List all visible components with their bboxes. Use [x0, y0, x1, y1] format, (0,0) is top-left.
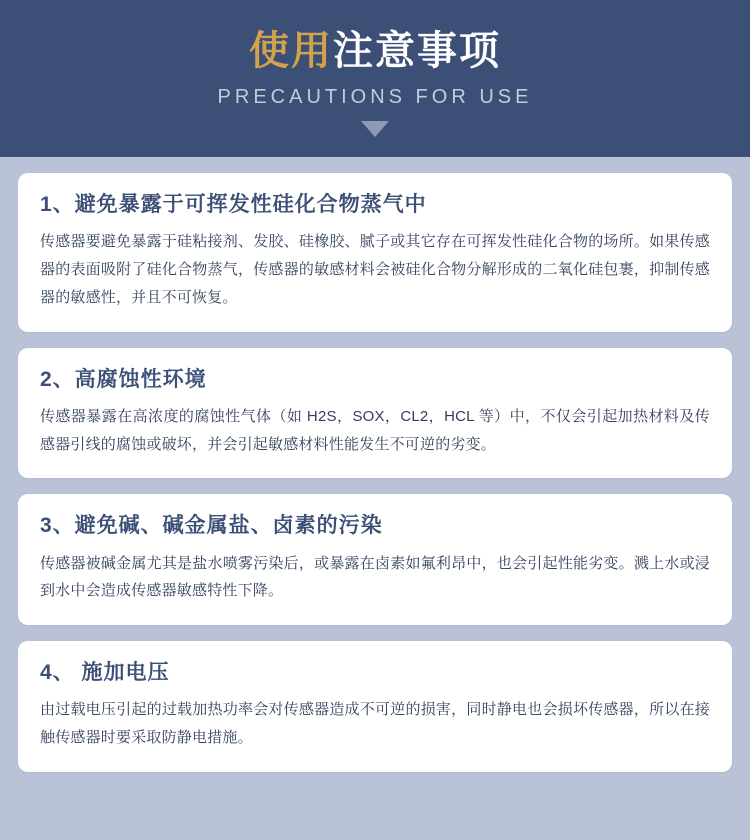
- precaution-card: [18, 494, 732, 625]
- precaution-title: 2、高腐蚀性环境: [40, 367, 207, 391]
- page-title: [0, 26, 750, 76]
- triangle-down-icon: [361, 121, 389, 137]
- precaution-body: 由过载电压引起的过载加热功率会对传感器造成不可逆的损害，同时静电也会损坏传感器，所以在接触传感器时要采取防静电措施。: [40, 701, 710, 747]
- precaution-title: 1、避免暴露于可挥发性硅化合物蒸气中: [40, 193, 427, 216]
- precaution-card-list: [0, 157, 750, 798]
- page-title-plain: 注意事项: [333, 29, 501, 73]
- page-subtitle: PRECAUTIONS FOR USE: [217, 86, 533, 108]
- precaution-title: 3、避免碱、碱金属盐、卤素的污染: [40, 514, 383, 538]
- page-title-accent: 使用: [249, 29, 333, 73]
- precaution-title: 4、 施加电压: [40, 661, 170, 685]
- precaution-card: [18, 348, 732, 479]
- precaution-card: [18, 173, 732, 332]
- precaution-body: 传感器暴露在高浓度的腐蚀性气体（如 H2S，SOX，CL2，HCL 等）中，不仅会引起加热材料及传感器引线的腐蚀或破坏，并会引起敏感材料性能发生不可逆的劣变。: [40, 407, 710, 453]
- precaution-body: 传感器被碱金属尤其是盐水喷雾污染后，或暴露在卤素如氟利昂中，也会引起性能劣变。溅上水或浸到水中会造成传感器敏感特性下降。: [40, 554, 710, 600]
- precaution-body: 传感器要避免暴露于硅粘接剂、发胶、硅橡胶、腻子或其它存在可挥发性硅化合物的场所。如果传感器的表面吸附了硅化合物蒸气，传感器的敏感材料会被硅化合物分解形成的二氧化硅包裹，抑制传感器的敏感性，并且不可恢复。: [40, 233, 710, 306]
- precaution-card: [18, 641, 732, 772]
- page-header: [0, 0, 750, 157]
